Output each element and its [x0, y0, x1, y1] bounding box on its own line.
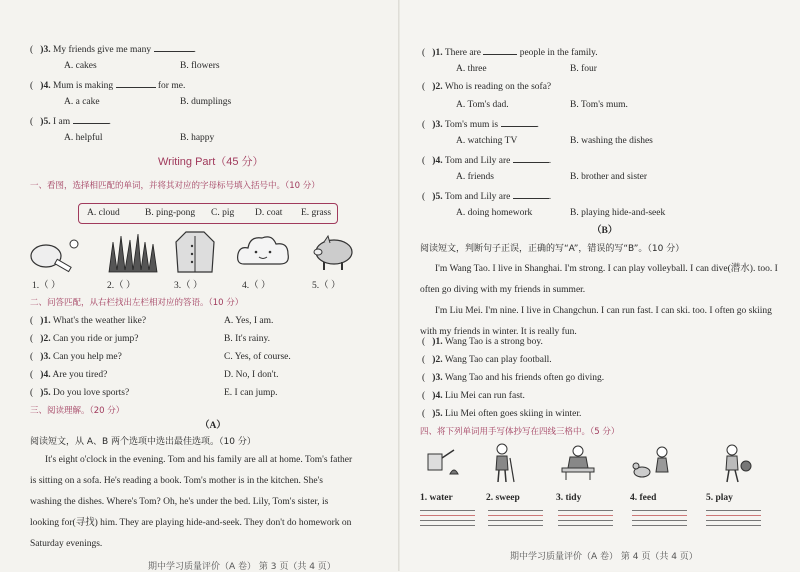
tf-q1: ( )1. Wang Tao is a strong boy.	[422, 337, 543, 347]
qa-row-5: ( )5. Do you love sports?	[30, 388, 130, 398]
word-grass: E. grass	[301, 208, 332, 218]
writing-lines-3[interactable]	[558, 510, 613, 530]
pig-icon	[310, 232, 358, 272]
word-bank	[78, 203, 338, 224]
qa-answer-c: C. Yes, of course.	[224, 352, 291, 362]
watering-can-icon	[422, 444, 462, 480]
passage-line: looking for(寻找) him. They are playing hide-and-seek. They don't do homework on	[30, 518, 352, 528]
tf-q2: ( )2. Wang Tao can play football.	[422, 355, 552, 365]
part-b-label: （B）	[592, 226, 618, 236]
copy-word-play: 5. play	[706, 493, 733, 503]
writing-lines-1[interactable]	[420, 510, 475, 530]
reading-choice-q5-a: A. doing homework	[456, 208, 533, 218]
choice-q5-stem: ( )5. I am .	[30, 114, 111, 128]
reading-choice-q2-b: B. Tom's mum.	[570, 100, 628, 110]
copy-word-sweep: 2. sweep	[486, 493, 520, 503]
choice-q5-a: A. helpful	[64, 133, 103, 143]
qa-answer-d: D. No, I don't.	[224, 370, 279, 380]
reading-choice-q5-b: B. playing hide-and-seek	[570, 208, 666, 218]
qa-row-2: ( )2. Can you ride or jump?	[30, 334, 139, 344]
word-ping-pong: B. ping-pong	[145, 208, 196, 218]
qa-row-1: ( )1. What's the weather like?	[30, 316, 147, 326]
play-basketball-icon	[718, 444, 754, 484]
left-footer: 期中学习质量评价（A 卷） 第 3 页（共 4 页）	[148, 562, 336, 572]
passage-line: is sitting on a sofa. He's reading a book. Tom's mother is in the kitchen. She's	[30, 476, 323, 486]
part-a-label: （A）	[200, 421, 226, 431]
feed-dog-icon	[632, 446, 682, 482]
copy-word-tidy: 3. tidy	[556, 493, 582, 503]
reading-choice-q4: ( )4. Tom and Lily are .	[422, 153, 551, 167]
choice-q4-a: A. a cake	[64, 97, 100, 107]
true-false-instructions: 阅读短文，判断句子正误，正确的写“A”，错误的写“B”。（10 分）	[420, 244, 685, 254]
reading-instructions: 阅读短文，从 A、B 两个选项中选出最佳选项。（10 分）	[30, 437, 256, 447]
section3-title: 三、阅读理解。（20 分）	[30, 406, 125, 416]
section2-title: 二、问答匹配，从右栏找出左栏相对应的答语。（10 分）	[30, 298, 244, 308]
picture-answer-1[interactable]: 1.（ ）	[32, 281, 61, 291]
passage-wang-tao: I'm Wang Tao. I live in Shanghai. I'm strong. I can play volleyball. I can dive(潜水). too. I often go diving with my friends in summer.	[420, 264, 778, 295]
sweeping-boy-icon	[488, 442, 518, 484]
choice-q3-stem: ( )3. My friends give me many .	[30, 42, 196, 56]
qa-answer-a: A. Yes, I am.	[224, 316, 274, 326]
reading-choice-q1-a: A. three	[456, 64, 487, 74]
reading-choice-q4-a: A. friends	[456, 172, 494, 182]
reading-choice-q3-b: B. washing the dishes	[570, 136, 653, 146]
left-page	[0, 0, 400, 571]
picture-answer-5[interactable]: 5.（ ）	[312, 281, 341, 291]
picture-answer-4[interactable]: 4.（ ）	[242, 281, 271, 291]
passage-liu-mei: I'm Liu Mei. I'm nine. I live in Changchun. I can run fast. I can ski. too. I often go skiing with my friends in winter. It is really fun.	[420, 306, 772, 337]
writing-lines-4[interactable]	[632, 510, 687, 530]
writing-lines-2[interactable]	[488, 510, 543, 530]
choice-q5-b: B. happy	[180, 133, 215, 143]
section4-title: 四、将下列单词用手写体抄写在四线三格中。（5 分）	[420, 427, 620, 437]
reading-choice-q1: ( )1. There are people in the family.	[422, 45, 598, 59]
qa-row-4: ( )4. Are you tired?	[30, 370, 108, 380]
copy-word-feed: 4. feed	[630, 493, 657, 503]
right-page	[400, 0, 800, 571]
reading-choice-q3: ( )3. Tom's mum is .	[422, 117, 539, 131]
ping-pong-icon	[28, 232, 88, 276]
right-footer: 期中学习质量评价（A 卷） 第 4 页（共 4 页）	[510, 552, 698, 562]
cloud-icon	[234, 232, 294, 272]
passage-line: washing the dishes. Where's Tom? Oh, he's under the bed. Lily, Tom's sister, is	[30, 497, 329, 507]
reading-choice-q5: ( )5. Tom and Lily are .	[422, 189, 551, 203]
copy-word-water: 1. water	[420, 493, 453, 503]
qa-row-3: ( )3. Can you help me?	[30, 352, 122, 362]
choice-q3-a: A. cakes	[64, 61, 97, 71]
choice-q4-stem: ( )4. Mum is making for me.	[30, 78, 185, 92]
writing-lines-5[interactable]	[706, 510, 761, 530]
reading-choice-q2-a: A. Tom's dad.	[456, 100, 509, 110]
word-cloud: A. cloud	[87, 208, 120, 218]
tf-q5: ( )5. Liu Mei often goes skiing in winter.	[422, 409, 582, 419]
coat-icon	[172, 228, 218, 276]
reading-choice-q4-b: B. brother and sister	[570, 172, 648, 182]
tf-q3: ( )3. Wang Tao and his friends often go diving.	[422, 373, 605, 383]
grass-icon	[105, 232, 160, 274]
passage-line: It's eight o'clock in the evening. Tom and his family are all at home. Tom's father	[45, 455, 353, 465]
qa-answer-e: E. I can jump.	[224, 388, 278, 398]
choice-q4-b: B. dumplings	[180, 97, 232, 107]
passage-line: Saturday evenings.	[30, 539, 103, 549]
picture-answer-2[interactable]: 2.（ ）	[107, 281, 136, 291]
section1-title: 一、看图，选择相匹配的单词，并将其对应的字母标号填入括号中。（10 分）	[30, 181, 320, 191]
tidy-desk-icon	[558, 444, 598, 482]
writing-part-title: Writing Part（45 分）	[158, 156, 264, 168]
word-pig: C. pig	[211, 208, 235, 218]
tf-q4: ( )4. Liu Mei can run fast.	[422, 391, 525, 401]
word-coat: D. coat	[255, 208, 283, 218]
reading-choice-q1-b: B. four	[570, 64, 597, 74]
choice-q3-b: B. flowers	[180, 61, 220, 71]
picture-answer-3[interactable]: 3.（ ）	[174, 281, 203, 291]
qa-answer-b: B. It's rainy.	[224, 334, 270, 344]
reading-choice-q3-a: A. watching TV	[456, 136, 518, 146]
reading-choice-q2: ( )2. Who is reading on the sofa?	[422, 82, 552, 92]
